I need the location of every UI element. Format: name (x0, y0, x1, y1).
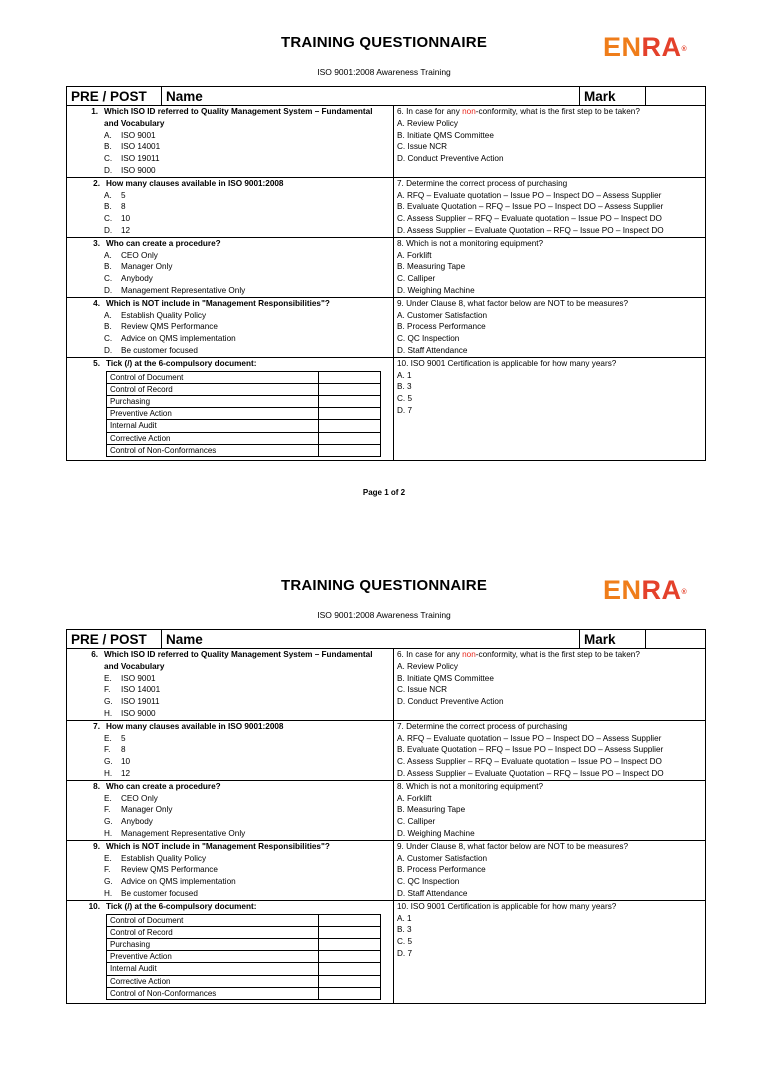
document-tick-table (106, 371, 381, 457)
questionnaire-page-1 (0, 0, 768, 540)
question-text (89, 901, 389, 913)
name-field[interactable]: Name (162, 630, 580, 648)
enra-logo: ENRA® (603, 32, 688, 62)
answer-option[interactable] (89, 733, 389, 745)
option-letter: B. (104, 322, 112, 332)
question-text (397, 649, 705, 661)
question-label: 8. Which is not a monitoring equipment? (397, 238, 544, 248)
answer-option[interactable]: D. 7 (397, 948, 413, 958)
question-text (89, 841, 389, 853)
document-name: Control of Document (107, 371, 319, 383)
tick-box[interactable] (319, 408, 381, 420)
answer-option[interactable] (89, 153, 389, 165)
option-text: CEO Only (121, 250, 158, 260)
question-row (67, 720, 705, 780)
question-label: Which ISO ID referred to Quality Management System – Fundamental and Vocabulary (104, 107, 373, 128)
option-letter: B. (104, 142, 112, 152)
question-label: -conformity, what is the first step to be taken? (475, 107, 640, 116)
highlight-text: non (462, 107, 476, 116)
question-number: 8. (93, 781, 100, 791)
answer-option[interactable]: B. Measuring Tape (397, 262, 466, 272)
answer-option[interactable] (89, 756, 389, 768)
question-row (67, 237, 705, 297)
question-label: Which is NOT include in "Management Responsibilities"? (106, 841, 330, 851)
question-text (89, 106, 389, 130)
pre-post-label: PRE / POST (67, 87, 162, 105)
answer-option[interactable]: D. Weighing Machine (397, 285, 475, 295)
document-name: Purchasing (107, 395, 319, 407)
tick-box[interactable] (319, 926, 381, 938)
option-letter: D. (104, 165, 113, 175)
answer-option[interactable] (89, 853, 389, 865)
document-name: Control of Non-Conformances (107, 444, 319, 456)
question-label: 10. ISO 9001 Certification is applicable for how many years? (397, 358, 617, 368)
document-row (107, 951, 381, 963)
question-text (89, 649, 389, 673)
document-name: Corrective Action (107, 975, 319, 987)
answer-option[interactable]: A. Review Policy (397, 118, 458, 128)
option-letter: C. (104, 214, 113, 224)
option-text: Review QMS Performance (121, 865, 218, 875)
answer-option[interactable] (89, 768, 389, 780)
question-text (397, 178, 705, 190)
document-tick-table (106, 914, 381, 1000)
answer-option[interactable] (89, 321, 389, 333)
option-letter: F. (104, 685, 111, 695)
question-text (397, 106, 705, 118)
option-letter: C. (104, 274, 113, 284)
answer-option[interactable]: B. 3 (397, 925, 412, 935)
question-row (67, 900, 705, 1003)
option-text: Anybody (121, 817, 153, 827)
right-question-cell (394, 721, 705, 780)
answer-option[interactable] (89, 804, 389, 816)
right-question-cell (394, 298, 705, 357)
answer-option[interactable] (89, 213, 389, 225)
question-label: 9. Under Clause 8, what factor below are NOT to be measures? (397, 841, 629, 851)
answer-option[interactable]: C. Issue NCR (397, 142, 448, 152)
option-letter: H. (104, 708, 113, 718)
option-text: 5 (121, 190, 126, 200)
option-text: 12 (121, 225, 131, 235)
option-text: Management Representative Only (121, 285, 246, 295)
answer-option[interactable]: A. 1 (397, 913, 412, 923)
option-letter: E. (104, 853, 112, 863)
option-letter: H. (104, 768, 113, 778)
answer-option[interactable]: D. Assess Supplier – Evaluate Quotation – RFQ – Issue PO – Inspect DO (397, 768, 664, 778)
question-text (397, 901, 705, 913)
question-text (89, 358, 389, 370)
option-text: Manager Only (121, 805, 173, 815)
answer-option[interactable] (89, 130, 389, 142)
question-number: 4. (93, 298, 100, 308)
question-grid (66, 649, 706, 1004)
left-question-cell (67, 298, 394, 357)
option-text: Establish Quality Policy (121, 853, 207, 863)
answer-option[interactable]: C. Assess Supplier – RFQ – Evaluate quotation – Issue PO – Inspect DO (397, 757, 662, 767)
answer-option[interactable]: B. Process Performance (397, 865, 486, 875)
document-row (107, 926, 381, 938)
answer-option[interactable] (89, 261, 389, 273)
option-text: Advice on QMS implementation (121, 877, 236, 887)
answer-option[interactable]: B. Process Performance (397, 322, 486, 332)
option-letter: F. (104, 805, 111, 815)
answer-option[interactable] (89, 345, 389, 357)
option-letter: C. (104, 154, 113, 164)
document-row (107, 395, 381, 407)
option-letter: B. (104, 202, 112, 212)
question-text (89, 298, 389, 310)
right-question-cell (394, 841, 705, 900)
option-letter: G. (104, 817, 113, 827)
answer-option[interactable] (89, 250, 389, 262)
left-question-cell (67, 649, 394, 720)
tick-box[interactable] (319, 432, 381, 444)
answer-option[interactable] (89, 864, 389, 876)
left-question-cell (67, 841, 394, 900)
answer-option[interactable] (89, 141, 389, 153)
option-text: ISO 14001 (121, 142, 161, 152)
answer-option[interactable]: D. Staff Attendance (397, 345, 468, 355)
answer-option[interactable] (89, 744, 389, 756)
option-letter: C. (104, 334, 113, 344)
question-label: 6. In case for any (397, 650, 463, 659)
page-subtitle: ISO 9001:2008 Awareness Training (317, 610, 451, 620)
tick-box[interactable] (319, 444, 381, 456)
document-name: Purchasing (107, 938, 319, 950)
question-number: 5. (93, 358, 100, 368)
answer-option[interactable]: C. QC Inspection (397, 877, 460, 887)
answer-option[interactable] (89, 190, 389, 202)
question-label: Tick (/) at the 6-compulsory document: (106, 358, 257, 368)
document-row (107, 444, 381, 456)
answer-option[interactable]: D. Assess Supplier – Evaluate Quotation – RFQ – Issue PO – Inspect DO (397, 225, 664, 235)
option-text: CEO Only (121, 793, 158, 803)
option-text: 12 (121, 768, 131, 778)
question-number: 2. (93, 178, 100, 188)
right-question-cell (394, 358, 705, 460)
document-name: Control of Record (107, 383, 319, 395)
answer-option[interactable]: B. 3 (397, 382, 412, 392)
question-label: 7. Determine the correct process of purchasing (397, 178, 568, 188)
tick-box[interactable] (319, 975, 381, 987)
question-number: 1. (91, 107, 99, 116)
answer-option[interactable]: B. Initiate QMS Committee (397, 673, 494, 683)
option-text: 8 (121, 745, 126, 755)
tick-box[interactable] (319, 383, 381, 395)
mark-field[interactable] (646, 630, 705, 648)
option-text: ISO 19011 (121, 154, 160, 164)
option-letter: D. (104, 345, 113, 355)
mark-label: Mark (580, 87, 646, 105)
document-row (107, 963, 381, 975)
question-row (67, 357, 705, 460)
option-text: ISO 19011 (121, 697, 160, 707)
question-label: How many clauses available in ISO 9001:2008 (106, 721, 284, 731)
document-row (107, 383, 381, 395)
left-question-cell (67, 721, 394, 780)
option-text: 5 (121, 733, 126, 743)
option-letter: D. (104, 285, 113, 295)
page-title: TRAINING QUESTIONNAIRE (280, 34, 488, 51)
question-text (397, 358, 705, 370)
highlight-text: non (462, 650, 476, 659)
question-number: 7. (93, 721, 100, 731)
left-question-cell (67, 358, 394, 460)
right-question-cell (394, 649, 705, 720)
question-label: Tick (/) at the 6-compulsory document: (106, 901, 257, 911)
left-question-cell (67, 106, 394, 177)
option-letter: H. (104, 888, 113, 898)
question-number: 10. (88, 901, 100, 911)
option-letter: D. (104, 225, 113, 235)
page-title: TRAINING QUESTIONNAIRE (280, 577, 488, 594)
question-label: 6. In case for any (397, 107, 463, 116)
document-name: Internal Audit (107, 963, 319, 975)
answer-option[interactable] (89, 310, 389, 322)
option-text: Establish Quality Policy (121, 310, 207, 320)
answer-option[interactable]: A. Customer Satisfaction (397, 310, 488, 320)
option-text: 10 (121, 214, 131, 224)
option-text: Management Representative Only (121, 828, 246, 838)
answer-option[interactable]: A. 1 (397, 370, 412, 380)
document-name: Corrective Action (107, 432, 319, 444)
document-row (107, 408, 381, 420)
question-row (67, 177, 705, 237)
answer-option[interactable]: A. Review Policy (397, 661, 458, 671)
question-label: Which ISO ID referred to Quality Management System – Fundamental and Vocabulary (104, 650, 373, 671)
answer-option[interactable]: D. Conduct Preventive Action (397, 697, 504, 707)
answer-option[interactable]: A. Forklift (397, 250, 432, 260)
document-name: Preventive Action (107, 408, 319, 420)
option-letter: G. (104, 877, 113, 887)
questionnaire-page-2 (0, 543, 768, 1083)
question-label: 10. ISO 9001 Certification is applicable for how many years? (397, 901, 617, 911)
left-question-cell (67, 901, 394, 1003)
header-row (66, 629, 706, 649)
answer-option[interactable]: B. Evaluate Quotation – RFQ – Issue PO – Inspect DO – Assess Supplier (397, 745, 664, 755)
document-name: Preventive Action (107, 951, 319, 963)
answer-option[interactable] (89, 673, 389, 685)
mark-field[interactable] (646, 87, 705, 105)
page-subtitle: ISO 9001:2008 Awareness Training (317, 67, 451, 77)
answer-option[interactable] (89, 816, 389, 828)
question-number: 6. (91, 650, 99, 659)
right-question-cell (394, 238, 705, 297)
name-field[interactable]: Name (162, 87, 580, 105)
answer-option[interactable] (89, 201, 389, 213)
tick-box[interactable] (319, 395, 381, 407)
question-label: How many clauses available in ISO 9001:2008 (106, 178, 284, 188)
document-name: Control of Record (107, 926, 319, 938)
left-question-cell (67, 781, 394, 840)
question-label: Who can create a procedure? (106, 781, 221, 791)
answer-option[interactable]: C. Calliper (397, 817, 436, 827)
right-question-cell (394, 901, 705, 1003)
option-text: 10 (121, 757, 131, 767)
answer-option[interactable] (89, 696, 389, 708)
document-name: Control of Non-Conformances (107, 987, 319, 999)
option-text: Be customer focused (121, 888, 198, 898)
option-letter: A. (104, 190, 112, 200)
answer-option[interactable] (89, 165, 389, 177)
question-text (397, 721, 705, 733)
document-name: Internal Audit (107, 420, 319, 432)
answer-option[interactable] (89, 225, 389, 237)
answer-option[interactable] (89, 876, 389, 888)
question-text (89, 238, 389, 250)
option-letter: A. (104, 250, 112, 260)
right-question-cell (394, 178, 705, 237)
mark-label: Mark (580, 630, 646, 648)
question-label: Who can create a procedure? (106, 238, 221, 248)
page-footer: Page 1 of 2 (362, 488, 406, 497)
option-letter: E. (104, 793, 112, 803)
pre-post-label: PRE / POST (67, 630, 162, 648)
option-text: Manager Only (121, 262, 173, 272)
question-label: 7. Determine the correct process of purchasing (397, 721, 568, 731)
question-label: Which is NOT include in "Management Responsibilities"? (106, 298, 330, 308)
answer-option[interactable] (89, 828, 389, 840)
document-row (107, 914, 381, 926)
question-number: 3. (93, 238, 100, 248)
question-label: 9. Under Clause 8, what factor below are NOT to be measures? (397, 298, 629, 308)
tick-box[interactable] (319, 420, 381, 432)
answer-option[interactable]: B. Measuring Tape (397, 805, 466, 815)
question-text (89, 721, 389, 733)
question-row (67, 780, 705, 840)
option-text: ISO 9001 (121, 673, 156, 683)
question-text (397, 238, 705, 250)
tick-box[interactable] (319, 371, 381, 383)
answer-option[interactable]: A. Forklift (397, 793, 432, 803)
tick-box[interactable] (319, 987, 381, 999)
question-label: 8. Which is not a monitoring equipment? (397, 781, 544, 791)
question-row (67, 106, 705, 177)
answer-option[interactable] (89, 684, 389, 696)
option-letter: F. (104, 865, 111, 875)
answer-option[interactable]: C. Issue NCR (397, 685, 448, 695)
option-text: 8 (121, 202, 126, 212)
document-row (107, 938, 381, 950)
option-letter: H. (104, 828, 113, 838)
answer-option[interactable]: B. Evaluate Quotation – RFQ – Issue PO – Inspect DO – Assess Supplier (397, 202, 664, 212)
option-text: ISO 9000 (121, 708, 156, 718)
document-row (107, 432, 381, 444)
question-row (67, 649, 705, 720)
right-question-cell (394, 781, 705, 840)
option-letter: A. (104, 310, 112, 320)
answer-option[interactable]: A. RFQ – Evaluate quotation – Issue PO – Inspect DO – Assess Supplier (397, 190, 662, 200)
option-letter: B. (104, 262, 112, 272)
answer-option[interactable]: C. QC Inspection (397, 334, 460, 344)
option-letter: G. (104, 757, 113, 767)
answer-option[interactable]: C. Calliper (397, 274, 436, 284)
left-question-cell (67, 178, 394, 237)
document-name: Control of Document (107, 914, 319, 926)
question-text (397, 298, 705, 310)
document-row (107, 975, 381, 987)
answer-option[interactable] (89, 333, 389, 345)
answer-option[interactable] (89, 708, 389, 720)
question-text (89, 781, 389, 793)
answer-option[interactable]: D. Conduct Preventive Action (397, 154, 504, 164)
header-row (66, 86, 706, 106)
left-question-cell (67, 238, 394, 297)
option-text: Advice on QMS implementation (121, 334, 236, 344)
answer-option[interactable]: C. 5 (397, 937, 413, 947)
option-letter: F. (104, 745, 111, 755)
tick-box[interactable] (319, 951, 381, 963)
option-text: ISO 9001 (121, 130, 156, 140)
tick-box[interactable] (319, 963, 381, 975)
answer-option[interactable] (89, 888, 389, 900)
document-row (107, 987, 381, 999)
answer-option[interactable]: C. 5 (397, 394, 413, 404)
answer-option[interactable] (89, 285, 389, 297)
question-text (397, 841, 705, 853)
option-text: ISO 9000 (121, 165, 156, 175)
option-letter: E. (104, 673, 112, 683)
answer-option[interactable]: D. Staff Attendance (397, 888, 468, 898)
question-text (89, 178, 389, 190)
option-letter: G. (104, 697, 113, 707)
option-letter: E. (104, 733, 112, 743)
option-letter: A. (104, 130, 112, 140)
answer-option[interactable] (89, 793, 389, 805)
answer-option[interactable] (89, 273, 389, 285)
question-text (397, 781, 705, 793)
question-label: -conformity, what is the first step to be taken? (475, 650, 640, 659)
tick-box[interactable] (319, 938, 381, 950)
option-text: Be customer focused (121, 345, 198, 355)
document-row (107, 371, 381, 383)
tick-box[interactable] (319, 914, 381, 926)
document-row (107, 420, 381, 432)
answer-option[interactable]: B. Initiate QMS Committee (397, 130, 494, 140)
option-text: Anybody (121, 274, 153, 284)
question-row (67, 840, 705, 900)
answer-option[interactable]: D. 7 (397, 405, 413, 415)
question-number: 9. (93, 841, 100, 851)
option-text: Review QMS Performance (121, 322, 218, 332)
enra-logo: ENRA® (603, 575, 688, 605)
answer-option[interactable]: A. Customer Satisfaction (397, 853, 488, 863)
option-text: ISO 14001 (121, 685, 161, 695)
right-question-cell (394, 106, 705, 177)
answer-option[interactable]: D. Weighing Machine (397, 828, 475, 838)
answer-option[interactable]: C. Assess Supplier – RFQ – Evaluate quotation – Issue PO – Inspect DO (397, 214, 662, 224)
question-row (67, 297, 705, 357)
question-grid (66, 106, 706, 461)
answer-option[interactable]: A. RFQ – Evaluate quotation – Issue PO – Inspect DO – Assess Supplier (397, 733, 662, 743)
